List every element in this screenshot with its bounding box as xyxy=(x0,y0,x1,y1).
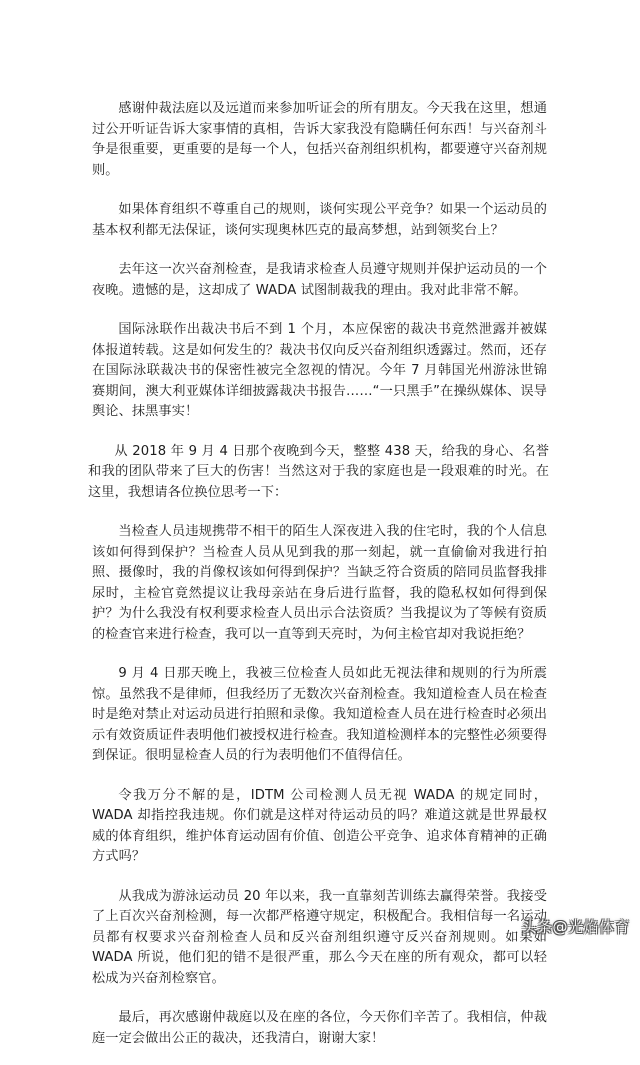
paragraph-7: 9 月 4 日那天晚上，我被三位检查人员如此无视法律和规则的行为所震惊。虽然我不是律师，但我经历了无数次兴奋剂检查。我知道检查人员在检查时是绝对禁止对运动员进行拍照和录像。我知道检查人员在进行检查时必须出示有效资质证件表明他们被授权进行检查。我知道检测样本的完整性必须要得到保证。很明显检查人员的行为表明他们不值得信任。 xyxy=(92,666,547,763)
paragraph-9: 从我成为游泳运动员 20 年以来，我一直靠刻苦训练去赢得荣誉。我接受了上百次兴奋剂检测，每一次都严格遵守规定，积极配合。我相信每一名运动员都有权要求兴奋剂检查人员和反兴奋剂组织遵守反兴奋剂规则。如果如 WADA 所说，他们犯的错不是很严重，那么今天在座的所有观众，都可以轻松成为兴奋剂检察官。 xyxy=(92,888,547,986)
paragraph-5: 从 2018 年 9 月 4 日那个夜晚到今天，整整 438 天，给我的身心、名誉和我的团队带来了巨大的伤害！当然这对于我的家庭也是一段艰难的时光。在这里，我想请各位换位思考一下： xyxy=(88,443,549,500)
paragraph-1: 感谢仲裁法庭以及远道而来参加听证会的所有朋友。今天我在这里，想通过公开听证告诉大家事情的真相，告诉大家我没有隐瞒任何东西！与兴奋剂斗争是很重要，更重要的是每一个人，包括兴奋剂组织机构，都要遵守兴奋剂规则。 xyxy=(92,101,547,178)
paragraph-4: 国际泳联作出裁决书后不到 1 个月，本应保密的裁决书竟然泄露并被媒体报道转载。这是如何发生的？裁决书仅向反兴奋剂组织透露过。然而，还存在国际泳联裁决书的保密性被完全忽视的情况。今年 7 月韩国光州游泳世锦赛期间，澳大利亚媒体详细披露裁决书报告……“一只黑手”在操纵媒体、误导舆论、抹黑事实！ xyxy=(92,322,547,419)
paragraph-8: 令我万分不解的是，IDTM 公司检测人员无视 WADA 的规定同时，WADA 却指控我违规。你们就是这样对待运动员的吗？难道这就是世界最权威的体育组织，维护体育运动固有价值、创造公平竞争、追求体育精神的正确方式吗？ xyxy=(92,787,547,864)
paragraph-6: 当检查人员违规携带不相干的陌生人深夜进入我的住宅时，我的个人信息该如何得到保护？当检查人员从见到我的那一刻起，就一直偷偷对我进行拍照、摄像时，我的肖像权该如何得到保护？当缺乏符合资质的陪同员监督我排尿时，主检官竟然提议让我母亲站在身后进行监督，我的隐私权如何得到保护？为什么我没有权利要求检查人员出示合法资质？当我提议为了等候有资质的检查官来进行检查，我可以一直等到天亮时，为何主检官却对我说拒绝？ xyxy=(92,524,547,642)
paragraph-2: 如果体育组织不尊重自己的规则，谈何实现公平竞争？如果一个运动员的基本权利都无法保证，谈何实现奥林匹克的最高梦想，站到领奖台上？ xyxy=(92,202,547,238)
paragraph-10: 最后，再次感谢仲裁庭以及在座的各位，今天你们辛苦了。我相信，仲裁庭一定会做出公正的裁决，还我清白，谢谢大家！ xyxy=(92,1010,547,1046)
watermark: 头条@光焰体育 xyxy=(521,918,630,936)
document-body xyxy=(88,99,549,1065)
paragraph-3: 去年这一次兴奋剂检查，是我请求检查人员遵守规则并保护运动员的一个夜晚。遗憾的是，这却成了 WADA 试图制裁我的理由。我对此非常不解。 xyxy=(92,262,547,298)
